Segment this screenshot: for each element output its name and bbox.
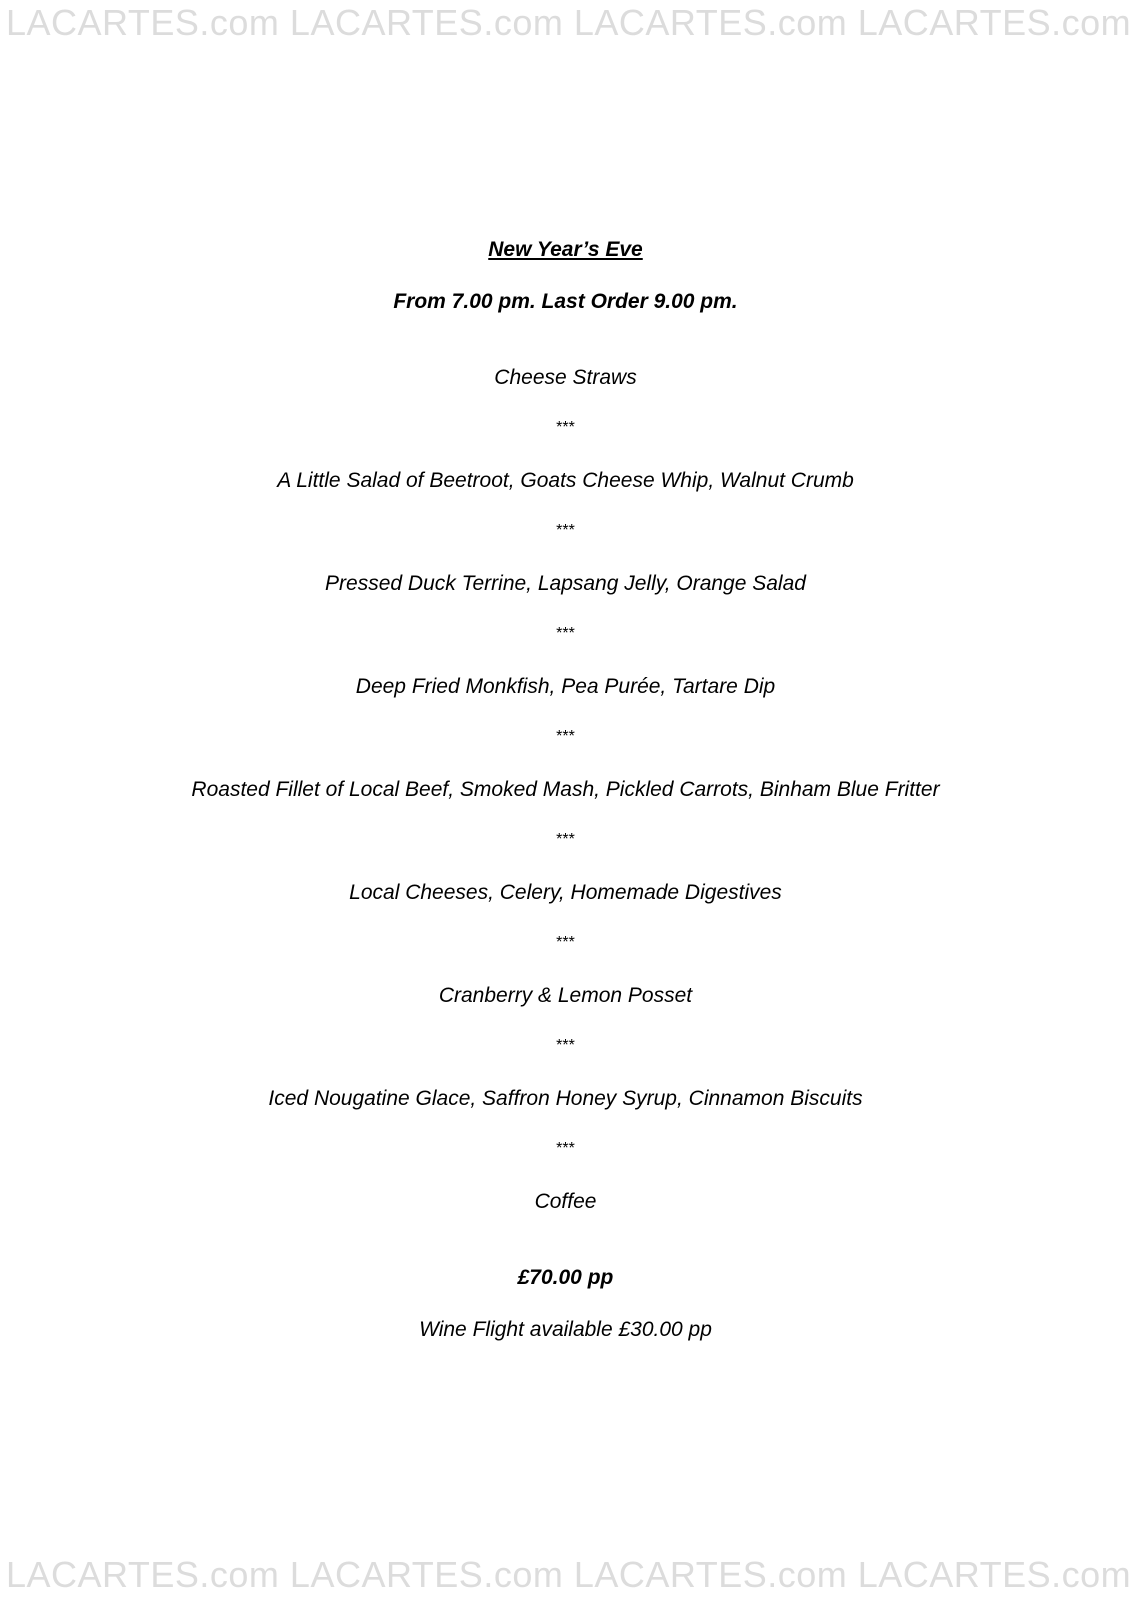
course-4: Deep Fried Monkfish, Pea Purée, Tartare Dip bbox=[355, 675, 776, 698]
course-separator: *** bbox=[556, 625, 575, 642]
menu-title: New Year’s Eve bbox=[488, 238, 643, 261]
watermark-top: LACARTES.com LACARTES.com LACARTES.com LACARTES.com bbox=[6, 2, 1131, 43]
course-separator: *** bbox=[556, 419, 575, 436]
course-2: A Little Salad of Beetroot, Goats Cheese Whip, Walnut Crumb bbox=[277, 469, 854, 492]
course-1: Cheese Straws bbox=[494, 366, 637, 389]
course-separator: *** bbox=[556, 1037, 575, 1054]
course-9: Coffee bbox=[534, 1190, 597, 1213]
menu-price: £70.00 pp bbox=[517, 1266, 614, 1289]
menu-subtitle: From 7.00 pm. Last Order 9.00 pm. bbox=[393, 290, 738, 313]
course-separator: *** bbox=[556, 831, 575, 848]
course-separator: *** bbox=[556, 934, 575, 951]
wine-flight-note: Wine Flight available £30.00 pp bbox=[419, 1318, 712, 1341]
course-5: Roasted Fillet of Local Beef, Smoked Mash, Pickled Carrots, Binham Blue Fritter bbox=[191, 778, 940, 801]
watermark-bottom: LACARTES.com LACARTES.com LACARTES.com LACARTES.com bbox=[6, 1554, 1131, 1595]
course-7: Cranberry & Lemon Posset bbox=[438, 984, 693, 1007]
course-6: Local Cheeses, Celery, Homemade Digestives bbox=[349, 881, 782, 904]
course-separator: *** bbox=[556, 522, 575, 539]
course-separator: *** bbox=[556, 728, 575, 745]
course-separator: *** bbox=[556, 1140, 575, 1157]
course-3: Pressed Duck Terrine, Lapsang Jelly, Orange Salad bbox=[325, 572, 806, 595]
course-8: Iced Nougatine Glace, Saffron Honey Syrup, Cinnamon Biscuits bbox=[268, 1087, 863, 1110]
